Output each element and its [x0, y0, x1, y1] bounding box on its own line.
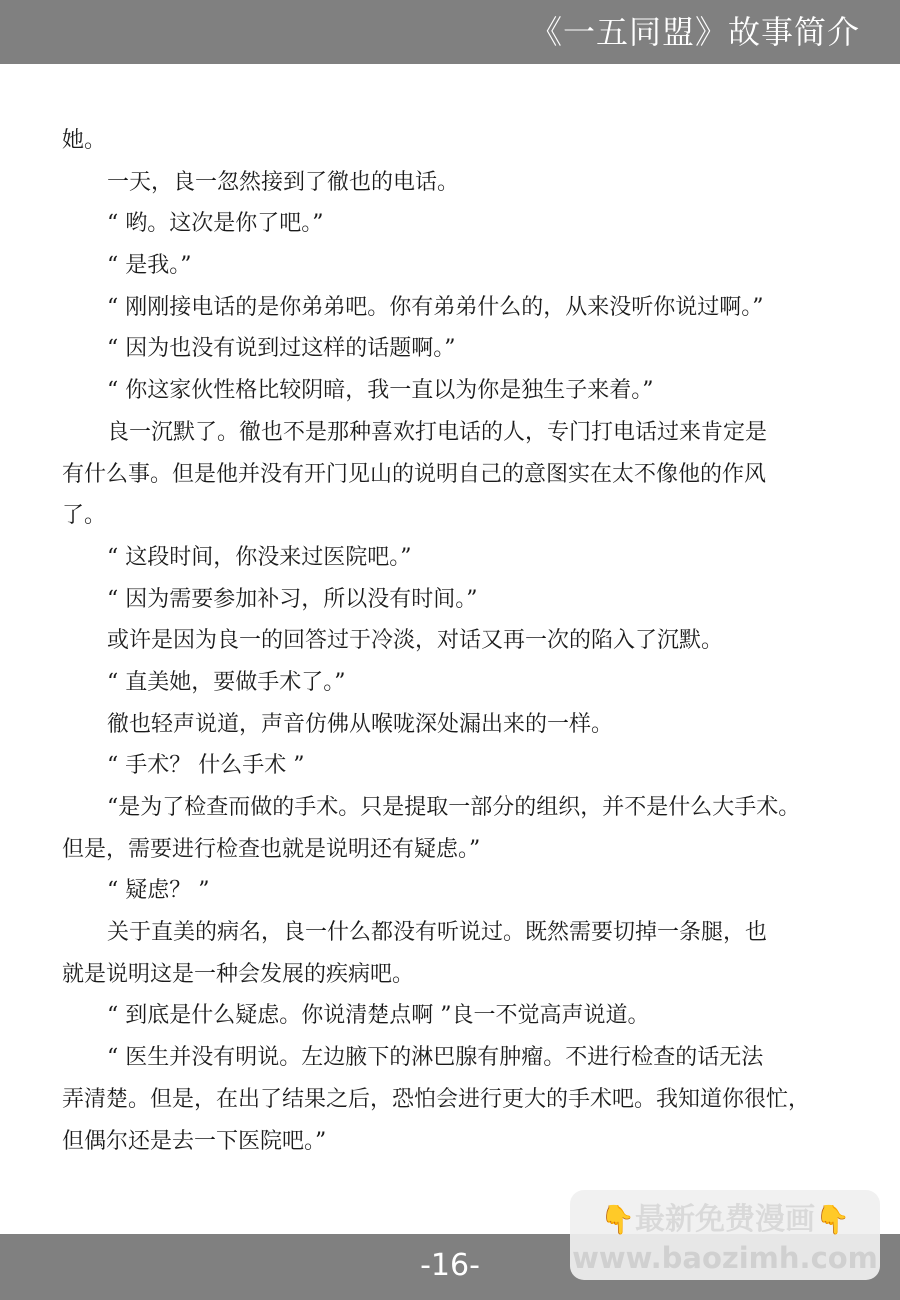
pointing-down-hand-icon: 👇	[815, 1203, 850, 1236]
story-text	[62, 120, 842, 1162]
text-line: 弄清楚。但是，在出了结果之后，恐怕会进行更大的手术吧。我知道你很忙，	[62, 1086, 811, 1112]
pointing-down-hand-icon: 👇	[600, 1203, 635, 1236]
page-number: -16-	[420, 1248, 480, 1283]
text-line: “ 直美她，要做手术了。”	[107, 669, 346, 695]
text-line: 但是，需要进行检查也就是说明还有疑虑。”	[62, 836, 481, 862]
watermark-url[interactable]: www.baozimh.com	[572, 1241, 878, 1275]
text-line: “ 因为也没有说到过这样的话题啊。”	[107, 336, 456, 362]
text-line: 一天，良一忽然接到了徹也的电话。	[107, 169, 460, 195]
text-line: “ 是我。”	[107, 253, 192, 279]
text-line: 她。	[62, 128, 107, 153]
text-line: 但偶尔还是去一下医院吧。”	[62, 1128, 327, 1154]
watermark-title-row	[570, 1200, 880, 1240]
text-line: 徹也轻声说道，声音仿佛从喉咙深处漏出来的一样。	[107, 711, 614, 737]
text-line: “ 到底是什么疑虑。你说清楚点啊 ”良一不觉高声说道。	[107, 1003, 650, 1029]
page-title: 《一五同盟》故事简介	[529, 13, 860, 51]
text-line: “ 刚刚接电话的是你弟弟吧。你有弟弟什么的，从来没听你说过啊。”	[107, 294, 764, 320]
text-line: 就是说明这是一种会发展的疾病吧。	[62, 961, 415, 987]
watermark-badge[interactable]	[570, 1190, 880, 1280]
text-line: “ 这段时间，你没来过医院吧。”	[107, 544, 412, 570]
text-line: 良一沉默了。徹也不是那种喜欢打电话的人，专门打电话过来肯定是	[107, 419, 768, 445]
text-line: 了。	[62, 503, 107, 529]
text-line: 关于直美的病名，良一什么都没有听说过。既然需要切掉一条腿，也	[107, 920, 768, 946]
text-line: 有什么事。但是他并没有开门见山的说明自己的意图实在太不像他的作风	[62, 461, 767, 487]
text-line: “ 疑虑？ ”	[107, 878, 210, 904]
text-line: 或许是因为良一的回答过于冷淡，对话又再一次的陷入了沉默。	[107, 628, 724, 654]
watermark-title: 最新免费漫画	[635, 1202, 815, 1237]
text-line: “ 手术？ 什么手术 ”	[107, 753, 305, 779]
text-line: “是为了检查而做的手术。只是提取一部分的组织，并不是什么大手术。	[107, 795, 801, 820]
text-line: “ 你这家伙性格比较阴暗，我一直以为你是独生子来着。”	[107, 378, 654, 404]
text-line: “ 因为需要参加补习，所以没有时间。”	[107, 586, 478, 612]
text-line: “ 医生并没有明说。左边腋下的淋巴腺有肿瘤。不进行检查的话无法	[107, 1045, 764, 1071]
text-line: “ 哟。这次是你了吧。”	[107, 211, 324, 237]
